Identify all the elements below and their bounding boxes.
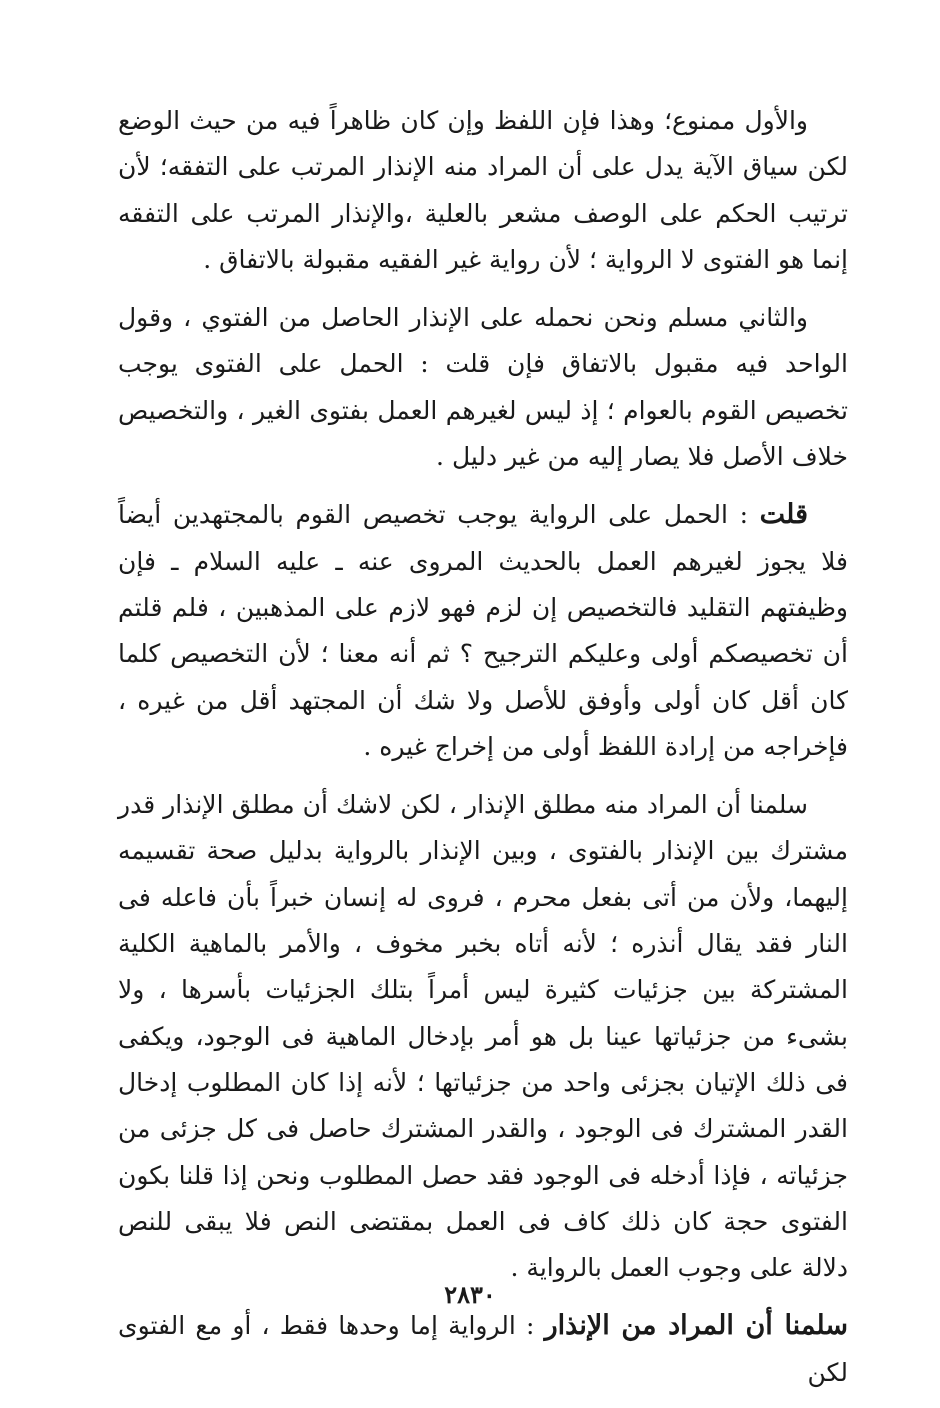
paragraph-4-text: سلمنا أن المراد منه مطلق الإنذار ، لكن لاشك أن مطلق الإنذار قدر مشترك بين الإنذار بالفتوى ، وبين الإنذار بالرواية بدليل صحة تقسيمه إليهما، ولأن من أتى بفعل محرم ، فروى له إنسان خبراً بأن فاعله فى النار فقد يقال أنذره ؛ لأنه أتاه بخبر مخوف ، والأمر بالماهية الكلية المشتركة بين جزئيات كثيرة ليس أمراً بتلك الجزئيات بأسرها ، ولا بشىء من جزئياتها عينا بل هو أمر بإدخال الماهية فى الوجود، ويكفى فى ذلك الإتيان بجزئى واحد من جزئياتها ؛ لأنه إذا كان المطلوب إدخال القدر المشترك فى الوجود ، والقدر المشترك حاصل فى كل جزئى من جزئياته ، فإذا أدخله فى الوجود فقد حصل المطلوب ونحن إذا قلنا بكون الفتوى حجة كان ذلك كاف فى العمل بمقتضى النص فلا يبقى للنص دلالة على وجوب العمل بالرواية . <box>118 790 848 1283</box>
paragraph-3-lead: قلت <box>759 499 808 531</box>
paragraph-5 <box>118 1303 848 1396</box>
page-number: ٢٨٣٠ <box>444 1280 496 1309</box>
paragraph-3-text: : الحمل على الرواية يوجب تخصيص القوم بالمجتهدين أيضاً فلا يجوز لغيرهم العمل بالحديث المروى عنه ـ عليه السلام ـ فإن وظيفتهم التقليد فالتخصيص إن لزم فهو لازم على المذهبين ، فلم قلتم أن تخصيصكم أولى وعليكم الترجيح ؟ ثم أنه معنا ؛ لأن التخصيص كلما كان أقل كان أولى وأوفق للأصل ولا شك أن المجتهد أقل من غيره ، فإخراجه من إرادة اللفظ أولى من إخراج غيره . <box>118 500 848 761</box>
paragraph-1-text: والأول ممنوع؛ وهذا فإن اللفظ وإن كان ظاهراً فيه من حيث الوضع لكن سياق الآية يدل على أن المراد منه الإنذار المرتب على التفقه؛ لأن ترتيب الحكم على الوصف مشعر بالعلية ،والإنذار المرتب على التفقه إنما هو الفتوى لا الرواية ؛ لأن رواية غير الفقيه مقبولة بالاتفاق . <box>118 106 848 274</box>
body-text <box>118 98 848 1408</box>
paragraph-3 <box>118 492 848 770</box>
paragraph-2 <box>118 295 848 480</box>
paragraph-1 <box>118 98 848 283</box>
paragraph-2-text: والثاني مسلم ونحن نحمله على الإنذار الحاصل من الفتوي ، وقول الواحد فيه مقبول بالاتفاق فإن قلت : الحمل على الفتوى يوجب تخصيص القوم بالعوام ؛ إذ ليس لغيرهم العمل بفتوى الغير ، والتخصيص خلاف الأصل فلا يصار إليه من غير دليل . <box>118 303 848 472</box>
paragraph-4 <box>118 782 848 1291</box>
paragraph-5-lead: سلمنا أن المراد من الإنذار <box>544 1310 848 1342</box>
paragraph-5-text: : الرواية إما وحدها فقط ، أو مع الفتوى لكن <box>118 1311 848 1387</box>
